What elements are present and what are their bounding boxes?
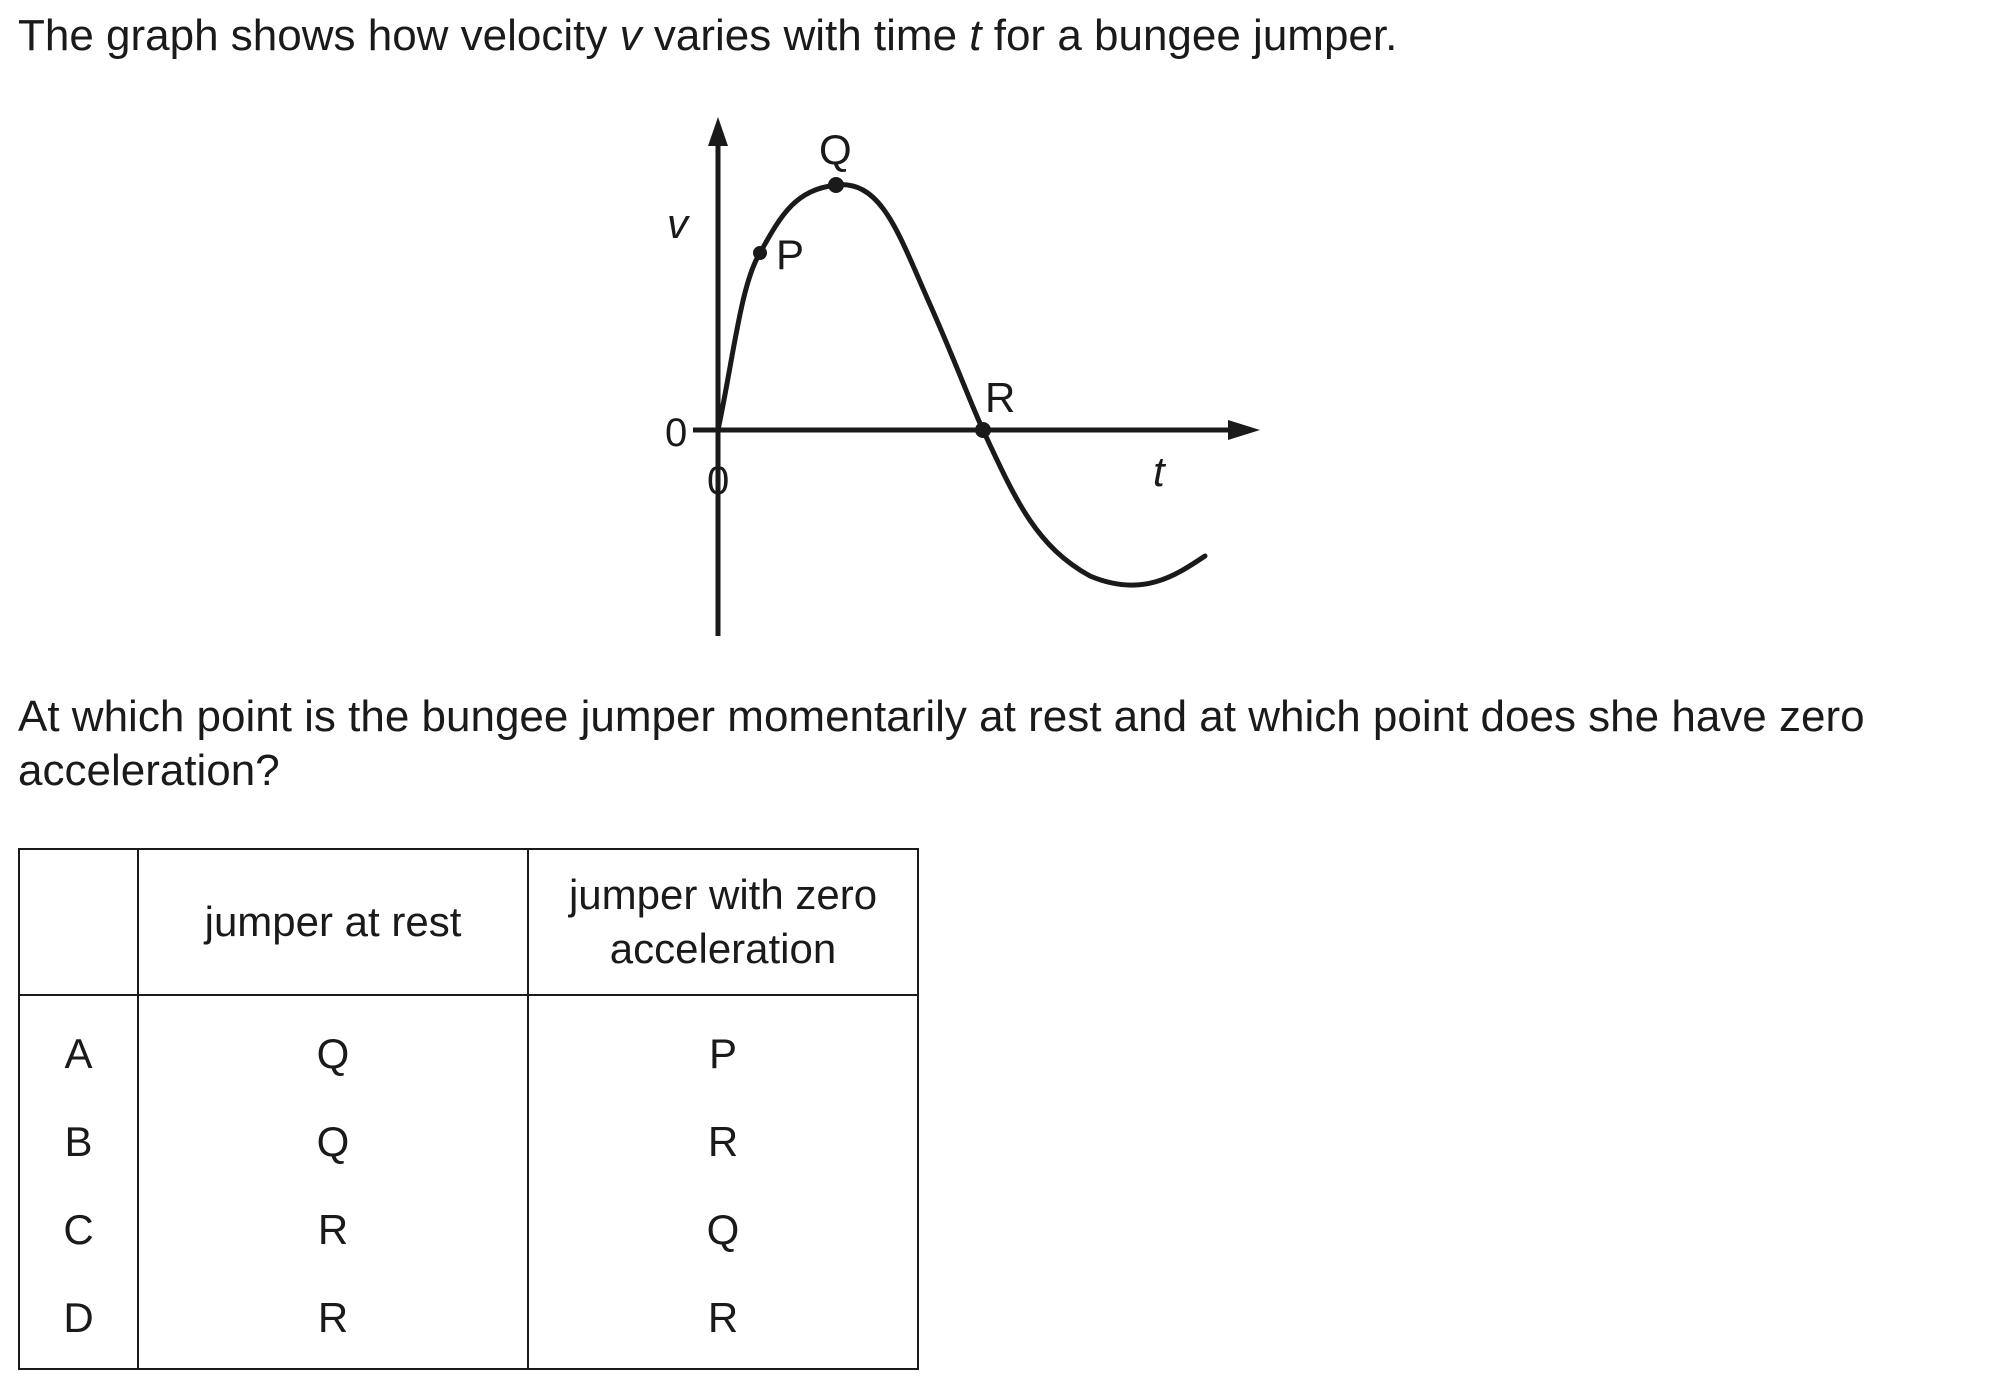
point-r-label: R bbox=[985, 374, 1016, 421]
intro-v: v bbox=[619, 11, 642, 60]
option-zero: R bbox=[528, 1274, 918, 1369]
question-text: At which point is the bungee jumper momentarily at rest and at which point does she have zero acceleration? bbox=[18, 692, 1865, 795]
velocity-time-graph bbox=[0, 0, 2000, 660]
intro-t: t bbox=[969, 11, 982, 60]
option-key: D bbox=[19, 1274, 138, 1369]
intro-middle: varies with time bbox=[641, 11, 970, 60]
t-axis-label: t bbox=[1153, 448, 1165, 495]
option-rest: R bbox=[138, 1274, 528, 1369]
option-zero: R bbox=[528, 1098, 918, 1186]
v-axis-arrow bbox=[708, 117, 728, 146]
intro-after: for a bungee jumper. bbox=[981, 11, 1398, 60]
table-row bbox=[19, 1098, 918, 1186]
header-empty-cell bbox=[19, 849, 138, 995]
header-rest-label: jumper at rest bbox=[204, 898, 462, 945]
option-rest: Q bbox=[138, 995, 528, 1098]
t-axis-arrow bbox=[1228, 420, 1260, 440]
table-row bbox=[19, 1274, 918, 1369]
table-row bbox=[19, 995, 918, 1098]
header-rest bbox=[138, 849, 528, 995]
t-origin-label: 0 bbox=[707, 459, 730, 503]
point-q-marker bbox=[828, 177, 844, 193]
header-zero-line2: acceleration bbox=[609, 925, 837, 972]
option-key: A bbox=[19, 995, 138, 1098]
table-row bbox=[19, 1186, 918, 1274]
option-key: B bbox=[19, 1098, 138, 1186]
point-p-marker bbox=[753, 246, 767, 260]
point-q-label: Q bbox=[819, 126, 852, 173]
option-key: C bbox=[19, 1186, 138, 1274]
point-r-marker bbox=[975, 422, 991, 438]
option-rest: R bbox=[138, 1186, 528, 1274]
table-header-row bbox=[19, 849, 918, 995]
point-p-label: P bbox=[776, 231, 805, 278]
option-zero: P bbox=[528, 995, 918, 1098]
header-zero-acceleration bbox=[528, 849, 918, 995]
option-rest: Q bbox=[138, 1098, 528, 1186]
v-axis-label: v bbox=[667, 200, 688, 247]
option-zero: Q bbox=[528, 1186, 918, 1274]
answer-table bbox=[18, 848, 919, 1370]
intro-before: The graph shows how velocity bbox=[18, 11, 620, 60]
v-origin-label: 0 bbox=[665, 411, 688, 455]
header-zero-line1: jumper with zero bbox=[568, 871, 878, 918]
